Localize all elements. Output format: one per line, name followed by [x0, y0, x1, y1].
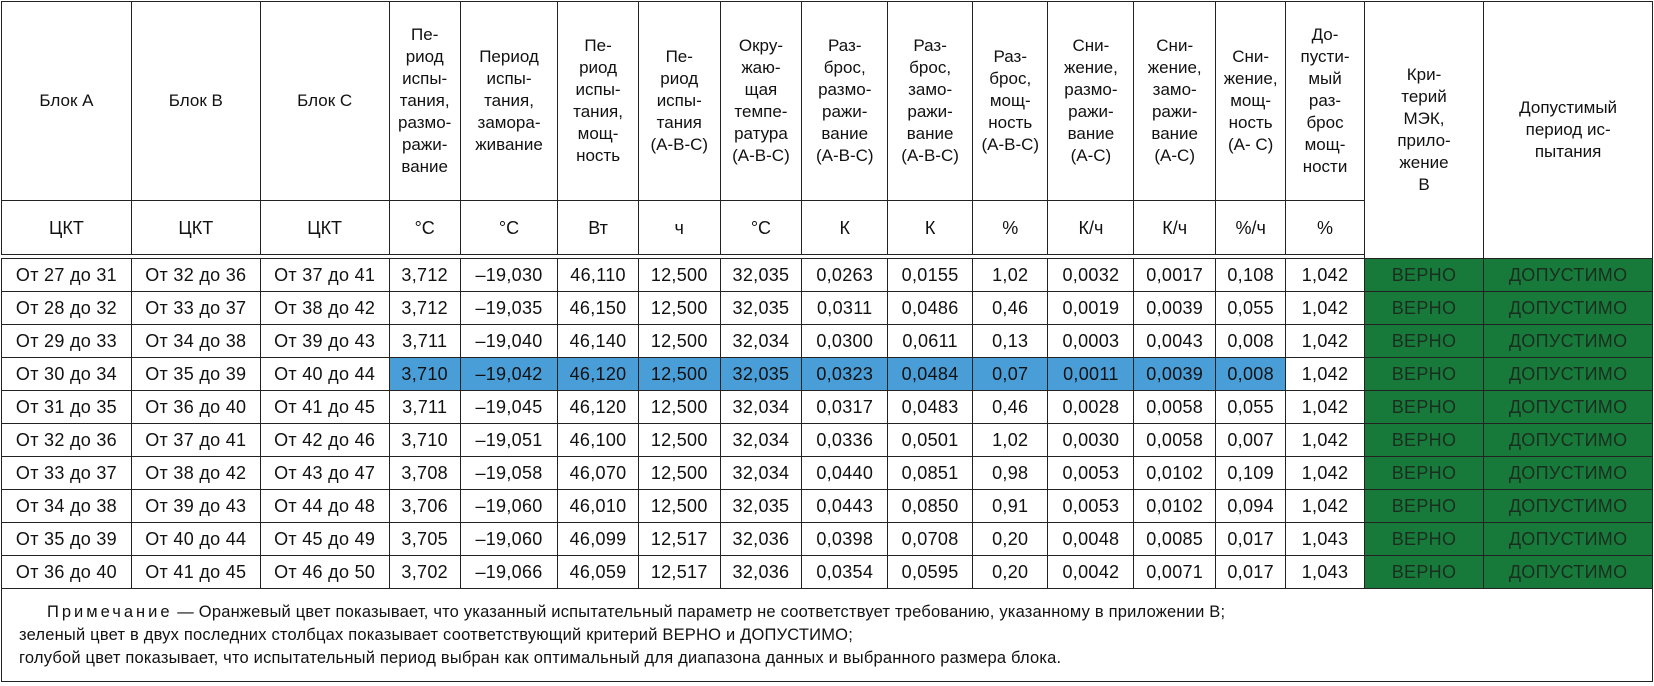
- table-cell: 3,705: [389, 523, 460, 556]
- table-cell: 0,0043: [1134, 325, 1216, 358]
- table-cell: 0,46: [973, 391, 1048, 424]
- table-cell: 32,034: [720, 391, 802, 424]
- acceptable-cell: ДОПУСТИМО: [1484, 292, 1653, 325]
- table-cell: 0,0085: [1134, 523, 1216, 556]
- table-cell: От 44 до 48: [260, 490, 389, 523]
- table-cell: 3,702: [389, 556, 460, 589]
- table-cell: 0,0440: [802, 457, 888, 490]
- table-cell: 0,07: [973, 358, 1048, 391]
- table-cell: От 33 до 37: [2, 457, 132, 490]
- table-cell: 0,008: [1216, 358, 1286, 391]
- unit-cell: К: [802, 201, 888, 255]
- table-cell: 46,100: [558, 424, 639, 457]
- table-row: [2, 490, 1653, 523]
- table-cell: 32,035: [720, 259, 802, 292]
- note-cell: [2, 589, 1653, 682]
- results-table: [1, 1, 1653, 682]
- criterion-cell: ВЕРНО: [1364, 490, 1483, 523]
- criterion-cell: ВЕРНО: [1364, 358, 1483, 391]
- table-cell: 0,20: [973, 523, 1048, 556]
- unit-cell: К: [888, 201, 973, 255]
- header-cell: Пе- риод испы- тания, мощ- ность: [558, 2, 639, 201]
- table-cell: 32,035: [720, 490, 802, 523]
- table-cell: 1,02: [973, 259, 1048, 292]
- acceptable-cell: ДОПУСТИМО: [1484, 523, 1653, 556]
- header-cell: Период испы- тания, замора- живание: [460, 2, 557, 201]
- header-cell: Пе- риод испы- тания, размо- ражи- вание: [389, 2, 460, 201]
- unit-cell: °C: [460, 201, 557, 255]
- table-cell: 0,0483: [888, 391, 973, 424]
- table-cell: От 38 до 42: [131, 457, 260, 490]
- table-cell: 3,710: [389, 424, 460, 457]
- table-cell: 0,0030: [1048, 424, 1134, 457]
- table-cell: 3,710: [389, 358, 460, 391]
- table-cell: 0,017: [1216, 556, 1286, 589]
- table-cell: От 36 до 40: [2, 556, 132, 589]
- table-cell: 0,0071: [1134, 556, 1216, 589]
- table-cell: 3,706: [389, 490, 460, 523]
- table-cell: 0,0850: [888, 490, 973, 523]
- table-cell: 0,109: [1216, 457, 1286, 490]
- table-row: [2, 556, 1653, 589]
- table-cell: От 32 до 36: [131, 259, 260, 292]
- table-cell: От 36 до 40: [131, 391, 260, 424]
- table-cell: 0,0708: [888, 523, 973, 556]
- table-cell: 0,0486: [888, 292, 973, 325]
- acceptable-cell: ДОПУСТИМО: [1484, 556, 1653, 589]
- unit-cell: ЦКТ: [2, 201, 132, 255]
- table-cell: 1,042: [1286, 457, 1365, 490]
- table-cell: 0,0042: [1048, 556, 1134, 589]
- table-cell: 0,0443: [802, 490, 888, 523]
- table-cell: От 43 до 47: [260, 457, 389, 490]
- table-cell: От 45 до 49: [260, 523, 389, 556]
- table-cell: 0,0311: [802, 292, 888, 325]
- note-label: Примечание: [47, 602, 173, 621]
- unit-cell: °C: [389, 201, 460, 255]
- table-cell: 0,055: [1216, 391, 1286, 424]
- unit-cell: К/ч: [1134, 201, 1216, 255]
- table-cell: От 27 до 31: [2, 259, 132, 292]
- table-cell: 0,13: [973, 325, 1048, 358]
- table-cell: 12,500: [638, 391, 720, 424]
- unit-cell: ч: [638, 201, 720, 255]
- table-cell: –19,042: [460, 358, 557, 391]
- table-cell: От 40 до 44: [260, 358, 389, 391]
- table-cell: От 38 до 42: [260, 292, 389, 325]
- table-cell: От 34 до 38: [131, 325, 260, 358]
- table-cell: 3,712: [389, 292, 460, 325]
- unit-cell: ЦКТ: [260, 201, 389, 255]
- header-cell-criterion: Кри- терий МЭК, прило- жение B: [1364, 2, 1483, 259]
- table-cell: 46,150: [558, 292, 639, 325]
- table-cell: 1,042: [1286, 490, 1365, 523]
- table-row: [2, 292, 1653, 325]
- table-cell: 46,059: [558, 556, 639, 589]
- criterion-cell: ВЕРНО: [1364, 391, 1483, 424]
- table-cell: 12,517: [638, 523, 720, 556]
- header-cell: Окру- жаю- щая темпе- ратура (A-B-C): [720, 2, 802, 201]
- table-cell: 0,0155: [888, 259, 973, 292]
- table-cell: 0,91: [973, 490, 1048, 523]
- table-cell: 12,500: [638, 424, 720, 457]
- table-cell: –19,040: [460, 325, 557, 358]
- table-cell: 0,0039: [1134, 292, 1216, 325]
- table-cell: 1,043: [1286, 523, 1365, 556]
- acceptable-cell: ДОПУСТИМО: [1484, 457, 1653, 490]
- table-cell: 3,708: [389, 457, 460, 490]
- table-cell: 0,0017: [1134, 259, 1216, 292]
- table-cell: 12,500: [638, 259, 720, 292]
- table-cell: 12,500: [638, 490, 720, 523]
- unit-cell: %/ч: [1216, 201, 1286, 255]
- table-cell: 1,042: [1286, 259, 1365, 292]
- table-cell: 1,042: [1286, 292, 1365, 325]
- table-cell: 46,140: [558, 325, 639, 358]
- table-cell: От 35 до 39: [131, 358, 260, 391]
- unit-cell: Вт: [558, 201, 639, 255]
- acceptable-cell: ДОПУСТИМО: [1484, 325, 1653, 358]
- table-row: [2, 523, 1653, 556]
- unit-cell: %: [1286, 201, 1365, 255]
- header-cell: Раз- брос, мощ- ность (A-B-C): [973, 2, 1048, 201]
- header-cell: Сни- жение, замо- ражи- вание (A-C): [1134, 2, 1216, 201]
- table-cell: 0,0102: [1134, 457, 1216, 490]
- table-cell: 46,099: [558, 523, 639, 556]
- table-cell: 0,0611: [888, 325, 973, 358]
- unit-cell: ЦКТ: [131, 201, 260, 255]
- table-cell: 12,500: [638, 457, 720, 490]
- table-cell: 12,517: [638, 556, 720, 589]
- table-cell: 0,0048: [1048, 523, 1134, 556]
- header-cell: Блок B: [131, 2, 260, 201]
- table-cell: 32,034: [720, 325, 802, 358]
- table-cell: 3,711: [389, 391, 460, 424]
- table-cell: 3,711: [389, 325, 460, 358]
- acceptable-cell: ДОПУСТИМО: [1484, 391, 1653, 424]
- table-cell: 32,034: [720, 457, 802, 490]
- table-cell: 32,035: [720, 292, 802, 325]
- criterion-cell: ВЕРНО: [1364, 457, 1483, 490]
- table-cell: 0,0317: [802, 391, 888, 424]
- table-cell: От 37 до 41: [131, 424, 260, 457]
- header-cell: Сни- жение, мощ- ность (A- C): [1216, 2, 1286, 201]
- table-cell: 3,712: [389, 259, 460, 292]
- header-cell: Блок C: [260, 2, 389, 201]
- table-cell: 0,0058: [1134, 391, 1216, 424]
- table-row: [2, 391, 1653, 424]
- criterion-cell: ВЕРНО: [1364, 259, 1483, 292]
- table-cell: –19,060: [460, 490, 557, 523]
- table-cell: 0,0323: [802, 358, 888, 391]
- criterion-cell: ВЕРНО: [1364, 424, 1483, 457]
- header-cell: Сни- жение, размо- ражи- вание (A-C): [1048, 2, 1134, 201]
- table-cell: –19,045: [460, 391, 557, 424]
- table-cell: 0,0011: [1048, 358, 1134, 391]
- table-cell: 0,0336: [802, 424, 888, 457]
- note-line: зеленый цвет в двух последних столбцах показывает соответствующий критерий ВЕРНО и ДОПУСТИМО;: [19, 625, 853, 644]
- table-cell: 32,034: [720, 424, 802, 457]
- table-cell: –19,066: [460, 556, 557, 589]
- table-cell: 1,042: [1286, 358, 1365, 391]
- table-cell: От 31 до 35: [2, 391, 132, 424]
- table-cell: 0,0354: [802, 556, 888, 589]
- table-cell: От 39 до 43: [260, 325, 389, 358]
- table-row: [2, 358, 1653, 391]
- table-cell: 0,0263: [802, 259, 888, 292]
- table-cell: –19,035: [460, 292, 557, 325]
- note-line: — Оранжевый цвет показывает, что указанный испытательный параметр не соответствует требованию, указанному в приложении B;: [172, 602, 1226, 621]
- table-cell: –19,051: [460, 424, 557, 457]
- header-cell: Раз- брос, размо- ражи- вание (A-B-C): [802, 2, 888, 201]
- table-cell: 0,0501: [888, 424, 973, 457]
- table-cell: 0,108: [1216, 259, 1286, 292]
- table-cell: 0,0003: [1048, 325, 1134, 358]
- table-cell: 46,110: [558, 259, 639, 292]
- table-cell: 0,0102: [1134, 490, 1216, 523]
- table-cell: 1,02: [973, 424, 1048, 457]
- table-cell: 12,500: [638, 325, 720, 358]
- table-cell: От 35 до 39: [2, 523, 132, 556]
- table-cell: 0,0039: [1134, 358, 1216, 391]
- table-cell: 0,0398: [802, 523, 888, 556]
- table-cell: 0,0019: [1048, 292, 1134, 325]
- table-row: [2, 457, 1653, 490]
- table-cell: От 34 до 38: [2, 490, 132, 523]
- unit-cell: %: [973, 201, 1048, 255]
- acceptable-cell: ДОПУСТИМО: [1484, 490, 1653, 523]
- table-cell: 0,0300: [802, 325, 888, 358]
- table-cell: От 39 до 43: [131, 490, 260, 523]
- table-cell: От 41 до 45: [260, 391, 389, 424]
- table-cell: От 41 до 45: [131, 556, 260, 589]
- table-cell: 0,98: [973, 457, 1048, 490]
- table-cell: 32,036: [720, 556, 802, 589]
- table-cell: 46,120: [558, 358, 639, 391]
- criterion-cell: ВЕРНО: [1364, 523, 1483, 556]
- table-cell: 0,0053: [1048, 457, 1134, 490]
- table-cell: 0,094: [1216, 490, 1286, 523]
- table-cell: 12,500: [638, 358, 720, 391]
- table-cell: От 29 до 33: [2, 325, 132, 358]
- note-row: [2, 589, 1653, 682]
- unit-cell: К/ч: [1048, 201, 1134, 255]
- header-cell: Раз- брос, замо- ражи- вание (A-B-C): [888, 2, 973, 201]
- table-cell: 0,0053: [1048, 490, 1134, 523]
- table-cell: 0,007: [1216, 424, 1286, 457]
- table-cell: От 40 до 44: [131, 523, 260, 556]
- acceptable-cell: ДОПУСТИМО: [1484, 358, 1653, 391]
- table-cell: 0,0058: [1134, 424, 1216, 457]
- table-cell: От 46 до 50: [260, 556, 389, 589]
- table-cell: 1,043: [1286, 556, 1365, 589]
- table-cell: 32,035: [720, 358, 802, 391]
- table-cell: От 42 до 46: [260, 424, 389, 457]
- table-cell: От 28 до 32: [2, 292, 132, 325]
- header-cell-acceptable: Допустимый период ис- пытания: [1484, 2, 1653, 259]
- table-cell: 46,070: [558, 457, 639, 490]
- header-cell: До- пусти- мый раз- брос мощ- ности: [1286, 2, 1365, 201]
- table-cell: 0,20: [973, 556, 1048, 589]
- table-cell: 0,0028: [1048, 391, 1134, 424]
- table-cell: –19,058: [460, 457, 557, 490]
- table-cell: 0,0851: [888, 457, 973, 490]
- note-line: голубой цвет показывает, что испытательный период выбран как оптимальный для диапазона данных и выбранного размера блока.: [19, 648, 1062, 667]
- table-cell: 12,500: [638, 292, 720, 325]
- table-cell: –19,060: [460, 523, 557, 556]
- table-cell: 1,042: [1286, 391, 1365, 424]
- table-row: [2, 259, 1653, 292]
- table-cell: 0,055: [1216, 292, 1286, 325]
- table-cell: От 33 до 37: [131, 292, 260, 325]
- table-cell: 46,120: [558, 391, 639, 424]
- table-cell: 1,042: [1286, 424, 1365, 457]
- table-cell: 0,0484: [888, 358, 973, 391]
- header-row: [2, 2, 1653, 201]
- table-cell: 0,017: [1216, 523, 1286, 556]
- table-cell: –19,030: [460, 259, 557, 292]
- table-cell: От 32 до 36: [2, 424, 132, 457]
- header-cell: Блок A: [2, 2, 132, 201]
- table-cell: 0,008: [1216, 325, 1286, 358]
- unit-cell: °C: [720, 201, 802, 255]
- table-cell: 0,0595: [888, 556, 973, 589]
- table-cell: 32,036: [720, 523, 802, 556]
- table-row: [2, 424, 1653, 457]
- criterion-cell: ВЕРНО: [1364, 556, 1483, 589]
- header-cell: Пе- риод испы- тания (A-B-C): [638, 2, 720, 201]
- table-cell: 1,042: [1286, 325, 1365, 358]
- table-cell: От 30 до 34: [2, 358, 132, 391]
- criterion-cell: ВЕРНО: [1364, 292, 1483, 325]
- table-cell: 0,0032: [1048, 259, 1134, 292]
- table-row: [2, 325, 1653, 358]
- criterion-cell: ВЕРНО: [1364, 325, 1483, 358]
- acceptable-cell: ДОПУСТИМО: [1484, 259, 1653, 292]
- table-cell: 0,46: [973, 292, 1048, 325]
- table-cell: 46,010: [558, 490, 639, 523]
- acceptable-cell: ДОПУСТИМО: [1484, 424, 1653, 457]
- table-cell: От 37 до 41: [260, 259, 389, 292]
